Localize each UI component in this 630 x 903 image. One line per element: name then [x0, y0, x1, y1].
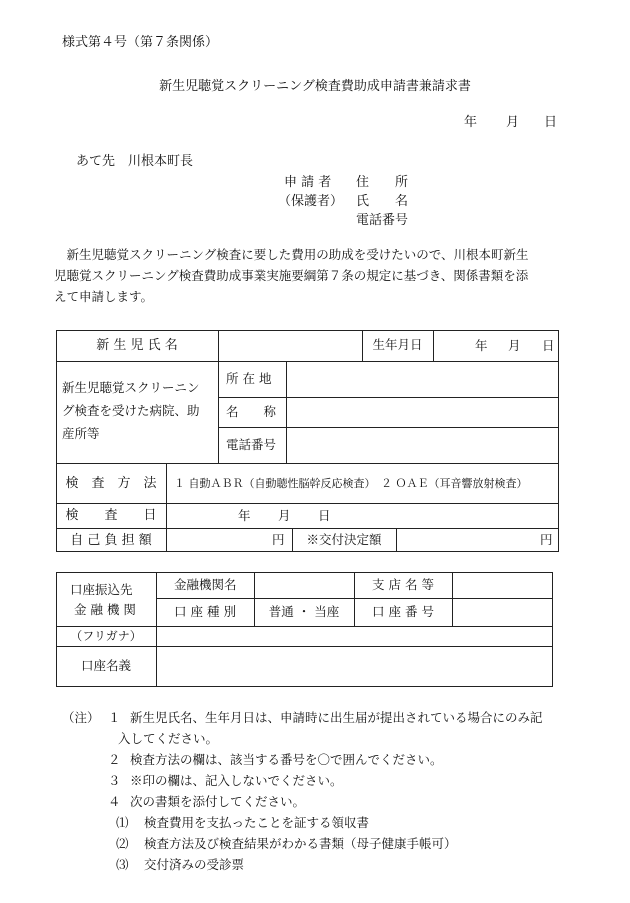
- hospital-label-line-1: 新生児聴覚スクリーニン: [62, 380, 200, 395]
- date-day-label: 日: [544, 115, 558, 130]
- decision-amount-label: ※交付決定額: [306, 531, 382, 547]
- hospital-label-line-3: 産所等: [62, 426, 100, 441]
- copay-yen-label: 円: [272, 532, 285, 547]
- note-2-number: ２: [108, 752, 121, 767]
- date-year-label: 年: [464, 115, 478, 130]
- subitem-3-text: 交付済みの受診票: [144, 857, 245, 872]
- form-title: 新生児聴覚スクリーニング検査費助成申請書兼請求書: [159, 79, 471, 94]
- applicant-address-label: 住 所: [356, 175, 409, 190]
- applicant-name-label: 氏 名: [356, 194, 409, 209]
- subitem-2-number: ⑵: [116, 836, 129, 851]
- guardian-label: （保護者）: [278, 194, 344, 209]
- birth-month-label: 月: [508, 338, 521, 353]
- location-label: 所 在 地: [226, 370, 272, 386]
- birth-day-label: 日: [542, 338, 555, 353]
- applicant-phone-label: 電話番号: [356, 213, 409, 228]
- subitem-1-number: ⑴: [116, 815, 129, 830]
- transfer-label-line-1: 口座振込先: [70, 582, 133, 597]
- subitem-3-number: ⑶: [116, 857, 129, 872]
- intro-line-3: えて申請します。: [54, 289, 154, 304]
- note-3-text: ※印の欄は、記入しないでください。: [130, 773, 343, 788]
- date-month-label: 月: [506, 115, 520, 130]
- method-options: １ 自動ＡＢＲ（自動聴性脳幹反応検査） ２ ＯＡＥ（耳音響放射検査）: [174, 476, 528, 490]
- exam-month-label: 月: [278, 508, 291, 523]
- applicant-label: 申 請 者: [284, 175, 332, 190]
- notes-prefix: （注）: [62, 710, 100, 725]
- bank-name-label: 金融機関名: [174, 576, 237, 592]
- intro-line-1: 新生児聴覚スクリーニング検査に要した費用の助成を受けたいので、川根本町新生: [54, 247, 529, 262]
- furigana-label: （フリガナ）: [70, 629, 142, 643]
- decision-yen-label: 円: [540, 532, 553, 547]
- note-1-number: １: [108, 710, 121, 725]
- branch-name-label: 支 店 名 等: [372, 576, 434, 592]
- addressee: あて先 川根本町長: [76, 154, 194, 169]
- copay-label: 自 己 負 担 額: [70, 532, 152, 548]
- intro-line-2: 児聴覚スクリーニング検査費助成事業実施要綱第７条の規定に基づき、関係書類を添: [54, 268, 529, 283]
- subitem-1-text: 検査費用を支払ったことを証する領収書: [144, 815, 370, 830]
- birth-year-label: 年: [475, 338, 488, 353]
- birth-date-label: 生年月日: [372, 337, 423, 353]
- account-number-label: 口 座 番 号: [372, 603, 434, 619]
- transfer-label-line-2: 金 融 機 関: [74, 602, 136, 617]
- note-1-line-2: 入してください。: [118, 731, 219, 746]
- form-number: 様式第４号（第７条関係）: [62, 35, 219, 50]
- note-4-number: ４: [108, 794, 121, 809]
- baby-name-label: 新 生 児 氏 名: [96, 338, 178, 353]
- exam-date-label: 検 査 日: [65, 508, 157, 523]
- subitem-2-text: 検査方法及び検査結果がわかる書類（母子健康手帳可）: [144, 836, 457, 851]
- facility-name-label: 名 称: [226, 403, 277, 419]
- exam-day-label: 日: [318, 508, 331, 523]
- account-holder-label: 口座名義: [80, 658, 131, 674]
- note-4-text: 次の書類を添付してください。: [130, 794, 306, 809]
- facility-phone-label: 電話番号: [226, 436, 277, 452]
- note-2-text: 検査方法の欄は、該当する番号を〇で囲んでください。: [130, 752, 443, 767]
- hospital-label-line-2: グ検査を受けた病院、助: [62, 403, 200, 418]
- account-type-options: 普通 ・ 当座: [268, 603, 340, 619]
- note-1-line-1: 新生児氏名、生年月日は、申請時に出生届が提出されている場合にのみ記: [130, 710, 543, 725]
- method-label: 検 査 方 法: [65, 475, 157, 491]
- account-type-label: 口 座 種 別: [174, 603, 236, 619]
- note-3-number: ３: [108, 773, 121, 788]
- exam-year-label: 年: [238, 508, 251, 523]
